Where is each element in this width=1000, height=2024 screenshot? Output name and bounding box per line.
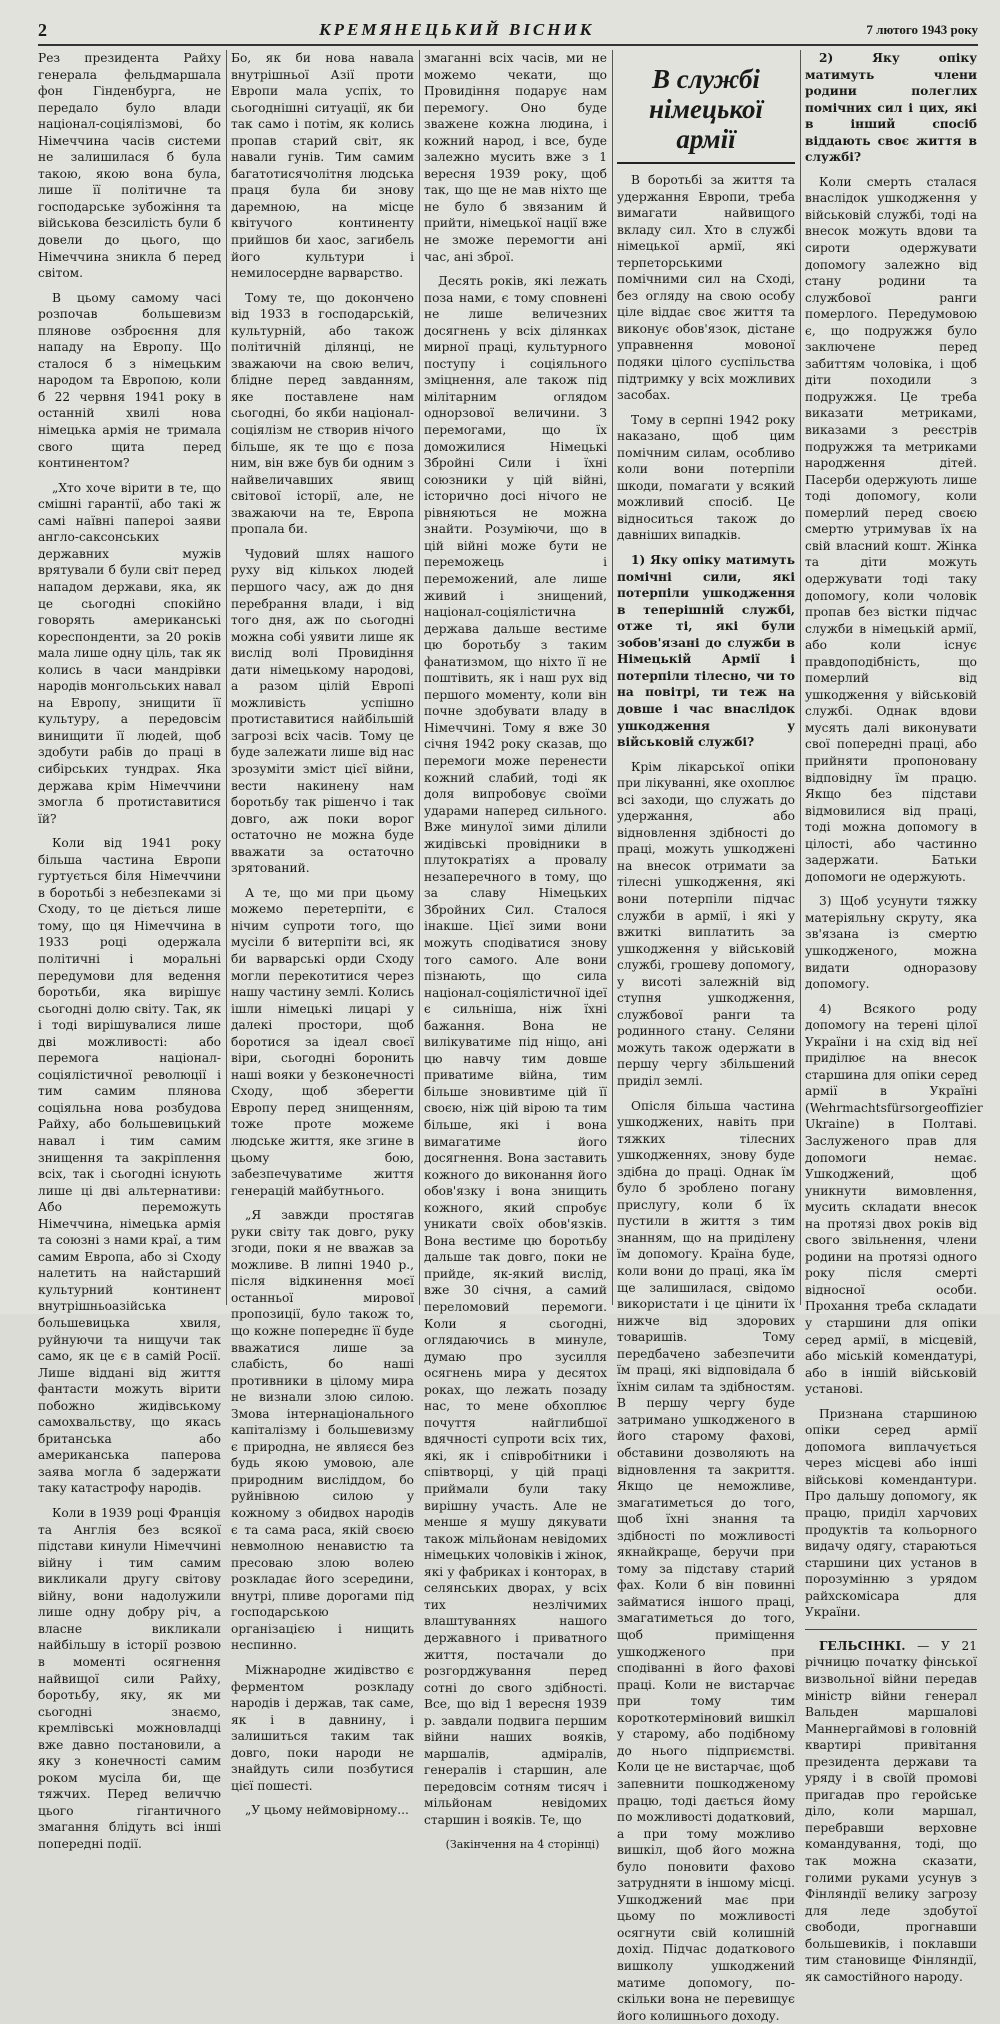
paragraph: Коли від 1941 року більша частина Европи гуртується біля Німеччини в боротьбі з небезпеками зі Сходу, то це діється лише тому, що ця Німеччина в 1933 році одержала політичні і моральні передумови для ведення боротьби, яка вирішує сьогодні долю світу. Так, як і тоді вирішувалися лише дві можливості: або перемога націонал-соціялістичної революції і тим самим плянова соціяльна нова розбудова Райху, або большевицький навал і тим самим знищення та закріплення всіх, так і сьогодні існують лише ці дві альтернативи: Або переможуть Німеччина, німецька армія та союзні з нами краї, а тим самим Европа, або зі Сходу налетить на найстарший культурний континент внутрішньоазійська большевицька хвиля, руйнуючи та нищучи так само, як це є в самій Росії. Лише віддані від життя фантасти можуть вірити побожно жидівському самохвальству, що якась британська або американська паперова заява могла б задержати таку катастрофу народів. bbox=[38, 836, 221, 1496]
paragraph: Тому те, що докончено від 1933 в господарській, культурній, або також політичній ділянці, не зважаючи на свою велич, блідне перед завданням, яке поставлене нам сьогодні, бо якби націонал-соціялізм не створив нічого більше, як те що є поза ним, він вже був би одним з найвеличавших явищ світової історії, але, не зважаючи на те, Европа пропала би. bbox=[231, 290, 414, 537]
paragraph: А те, що ми при цьому можемо перетерпіти, є нічим супроти того, що мусіли б витерпіти всі, як би варварські орди Сходу могли перекотитися через нашу частину землі. Колись ішли німецькі лицарі у далекі простори, щоб боротися за ідеал своєї віри, сьогодні боронить наші вояки у безконечності Сходу, щоб зберегти Европу перед знищенням, тоже проте можеме людське життя, яке згине в цьому бою, забезпечуватиме життя генерацій майбутнього. bbox=[231, 885, 414, 1198]
paragraph: Опісля більша частина ушкоджених, навіть при тяжких тілесних ушкодженнях, знову буде здібна до праці. Однак їм було б зроблено погану прислугу, коли б їх пустили в життя з тим знанням, що на приділену їм допомогу. Країна буде, коли вони до праці, яка їм ще залишилася, свідомо використати і це цінити їх нижче від здорових товаришів. Тому передбачено забезпечити їм праці, які відповідала б їхнім силам та здібностям. В першу чергу буде затримано ушкодженого в його старому фахові, обставини дозволяють на відновлення та закриття. Якщо це неможливе, змагатиметься до того, щоб їхні знання та здібності по можливості якнайкраще, беручи при тому за підставу старий фах. Коли б він повинні займатися іншого праці, змагатиметься до того, щоб приміщення ушкодженого при сподіванні в його фахові праці. Коли не вистарчає при тому тим короткотерміновий вишкіл у старому, або подібному до нього підприємстві. Коли це не вистарчає, щоб запевнити пошкодженому працю, тоді дається йому по можливості додатковий, а при тому можливо вишкіл, щоб його можна було поновити фахово затрудняти в іншому місці. Ушкоджений має при цьому по можливості осягнути свій колишній дохід. Підчас додаткового вишколу ушкоджений матиме допомогу, по-скільки вона не перевищує його колишнього доходу. bbox=[617, 1098, 795, 2023]
column-divider bbox=[800, 50, 801, 1305]
question-heading: 2) Яку опіку матимуть члени родини полеглих помічних сил і цих, які в інший спосіб віддають своє життя в службі? bbox=[805, 51, 977, 165]
news-item bbox=[805, 1638, 977, 1985]
masthead bbox=[38, 16, 978, 46]
paragraph: 3) Щоб усунути тяжку матеріяльну скруту, яка зв'язана із смертю ушкодженого, можна видати одноразову допомогу. bbox=[805, 894, 977, 992]
continuation-note: (Закінчення на 4 сторінці) bbox=[445, 1837, 600, 1851]
column-divider bbox=[419, 50, 420, 1305]
paragraph: Тому в серпні 1942 року наказано, щоб цим помічним силам, особливо коли вони потерпіли шкоди, помагати у всякий можливий спосіб. Це відноситься також до давніших випадків. bbox=[617, 412, 795, 543]
paragraph: Коли в 1939 році Франція та Англія без всякої підстави кинули Німеччині війну і тим самим викликали другу світову війну, вони надолужили лише одну добру річ, а власне викликали найбільшу в історії розвою в моменті осягнення найвищої сили Райху, боротьбу, яку, як ми сьогодні знаємо, кремлівські можновладці вже давно постановили, а яку з конечності самим роком мусіла би, ще тяжчих. Перед величчю цього гігантичного змагання блідуть всі інші попередні події. bbox=[38, 1506, 221, 1851]
article-column-1 bbox=[38, 50, 221, 1851]
paragraph: Коли смерть сталася внаслідок ушкодження у військовій службі, тоді на внесок можуть вдови та сироти одержувати допомогу залежно від стану родини та службової ранги померлого. Передумовою є, що подружжя було заключене перед забиттям чоловіка, і щоб діти походили з подружжя. Це треба виказати метриками, виказами з реєстрів подружжя та метриками народження дітей. Пасерби одержують лише тоді допомогу, коли померлий перед своєю смертю утримував їх на свій власний кошт. Жінка та діти можуть одержувати тоді таку допомогу, коли чоловік пропав без вістки підчас служби в німецькій армії, або коли існує правдоподібність, що померлий від ушкодження у військовій службі. Однак вдови мусять далі виконувати свої попередні праці, або прийняти пропоновану відповідну їм працю. Якщо без підстави відмовилися від праці, тоді можна допомогу в цілості, або частинно задержати. Батьки допомоги не одержують. bbox=[805, 174, 977, 884]
paragraph: Чудовий шлях нашого руху від кількох людей першого часу, аж до дня перебрання влади, і від того дня, аж по сьогодні можна собі уявити лише як вислід волі Провидіння дати німецькому народові, а разом цілій Европі можливість успішно протиставитися найбільшій загрозі всіх часів. Тому це буде залежати лише від нас зрозуміти зміст цієї війни, вести накинену нам боротьбу так рішенчо і так довго, аж поки ворог остаточно не можна буде вважати за остаточно зрятований. bbox=[231, 546, 414, 876]
paragraph: Бо, як би нова навала внутрішньої Азії проти Европи мала успіх, то сьогоднішні ситуації, як би так само і потім, як колись пропав старий світ, як навали гунів. Тим самим багатотисячолітня людська праця була би знову даремною, на місце квітучого континенту прийшов би хаос, загибель його культури і немилосердне варварство. bbox=[231, 51, 414, 281]
paragraph: „Хто хоче вірити в те, що смішні гарантії, або такі ж самі наївні папероі заяви англо-саксонських державних мужів врятували б були світ перед нападом держави, яка, як це сьогодні спокійно говорять американські кореспонденти, за 20 років мала лише одну ціль, так як колись в часи мандрівки народів монгольських навал на Европу, знищити її культуру, а передовсім винищити її людей, щоб здобути рабів до праці в сибірських тундрах. Яка держава крім Німеччини змогла б протиставитися їй? bbox=[38, 480, 221, 826]
paragraph: Міжнародне жидівство є ферментом розкладу народів і держав, так саме, як і в давнину, і залишиться таким так довго, поки народи не знайдуть сили позбутися цієї пошесті. bbox=[231, 1662, 414, 1793]
news-text: — У 21 річницю початку фінської визвольної війни передав міністр війни генерал Вальден маршалові Маннергаймові в головній квартирі привітання президента держави та уряду і в своїй промові пригадав про геройське діло, коли маршал, перебравши верховне командування, тоді, що так можна сказати, голими руками усунув з Фінляндії велику загрозу для леде здобутої свободи, прогнавши большевиків, і поклавши тим становище Фінляндії, як самостійного народу. bbox=[805, 1638, 977, 1984]
article-column-2 bbox=[231, 50, 414, 1818]
paragraph: 4) Всякого роду допомогу на терені цілої України і на схід від неї приділює на внесок старшина для опіки серед армії в Україні (Wehrmachtsfürsorgeoffizier Ukraine) в Полтаві. Заслуженого прав для допомоги немає. Ушкоджений, щоб уникнути вимовлення, мусить складати внесок на протязі двох років від свого звільнення, члени родини на протязі одного року після смерті відносної особи. Прохання треба складати у старшини для опіки серед армії, в місцевій, або міській комендатурі, або в іншій військовій установі. bbox=[805, 1001, 983, 1397]
paragraph: Крім лікарської опіки при лікуванні, яке охоплює всі заходи, що служать до удержання, або відновлення здібності до праці, можуть ушкоджені на внесок отримати за тілесні ушкодження, які вони потерпіли підчас служби в армії, і які у вжиткі виплатить за ушкодження у військовій службі, грошеву допомогу, у висоті залежній від ступня ушкодження, службової ранги та родинного стану. Селяни можуть також одержати в першу чергу збільшений приділ землі. bbox=[617, 759, 795, 1088]
paragraph: В цьому самому часі розпочав большевизм плянове озброєння для нападу на Европу. Що сталося б з німецьким народом та Европою, коли б 22 червня 1941 року в останній хвилі нова німецька армія не тримала свого щита перед континентом? bbox=[38, 290, 221, 471]
section-rule bbox=[805, 1629, 977, 1630]
article-headline: В службі німецької армії bbox=[649, 64, 763, 154]
paragraph: Рез президента Райху генерала фельдмаршала фон Гінденбурга, не передало було влади націонал-соціялізмові, бо Німеччина часів системи не залишилася б була такою, якою вона була, лише її політичне та господарське зубожіння та військова безсилість були б довели до цього, що Німеччина зникла б перед світом. bbox=[38, 51, 221, 281]
paragraph: змаганні всіх часів, ми не можемо чекати, що Провидіння подарує нам перемогу. Оно буде зважене кожна людина, і кожний народ, і все, буде залежно мусить вже з 1 вересня 1939 року, щоб так, що ще не мав ніхто ще не було б звязаним й прийти, німецької нації вже не зможе перемогти ані час, ані зброї. bbox=[424, 51, 607, 264]
question-heading: 1) Яку опіку матимуть помічні сили, які потерпіли ушкодження в теперішній службі, отже ті, які були зобов'язані до служби в Німецькій Армії і потерпіли тілесно, чи то на повітрі, ти теж на довше і час внаслідок ушкодження у військовій службі? bbox=[617, 553, 795, 750]
column-divider bbox=[226, 50, 227, 1305]
article-column-4 bbox=[617, 50, 795, 2023]
article-column-5 bbox=[805, 50, 983, 1984]
paragraph: „Я завжди простягав руки світу так довго, руку згоди, поки я не вважав за можливе. В липні 1940 р., після відкинення моєї останньої мирової пропозиції, було також то, що кожне попереднє її буде вважатися лише за слабість, бо наші противники в цілому мира не визнали злою силою. Змова інтернаціонального капіталізму і большевизму є природна, не являєся без будь якою умовою, але природним висліддом, бо руйнівною силою у кожному з обидвох народів є та сама раса, якій своєю невмолною ненавистю та пресоваю злою волею розкладає його зсередини, внутрі, пливе дорогами під господарською організацією і нищить неспинно. bbox=[231, 1208, 414, 1653]
paragraph: В боротьбі за життя та удержання Европи, треба вимагати найвищого вкладу сил. Хто в службі німецької армії, які терпеторськими помічними сил на Сході, без огляду на свою особу ціле віддає своє життя та виконує обов'язок, дістане управнення мовоної подяки цілого суспільства підтримку у всіх можливих засобах. bbox=[617, 173, 795, 403]
paragraph: Признана старшиною опіки серед армії допомога виплачується через місцеві або інші військові комендантури. Про дальшу допомогу, як працю, приділ харчових продуктів та кольорного видачу одягу, стараються старшини цих установ в порозумінню з урядом райхскомісара для України. bbox=[805, 1406, 977, 1620]
headline-rule bbox=[617, 162, 795, 164]
paragraph: Десять років, які лежать поза нами, є тому сповнені не лише величезних досягнень у всіх ділянках мирної праці, культурного поступу і соціяльного зміцнення, але також під мілітарним оглядом однорзової величини. З перемогами, що їх доможилися Німецькі Збройні Сили і їхні союзники у цій війні, історично досі нічого не рівняються не можна знайти. Розуміючи, що в цій війні може бути не переможець і переможений, але лише живий і знищений, націонал-соціялістична держава дальше вестиме цю боротьбу з таким фанатизмом, що ніхто її не поштівить, як і наш рух від першого моменту, коли він почне здобувати владу в Німеччині. Тому я вже 30 січня 1942 року сказав, що перемоги може перенести кожний слабий, тоді як доля випробовує своїми ударами наперед сильного. Вже минулої зими ділили жидівські провідники в плутократіях а провалу незаперечного в тому, що за славу Німецьких Збройних Сил. Сталося інакше. Цієї зими вони можуть сподіватися знову того самого. Але вони пізнають, що сила націонал-соціялістичної ідеї є сильніша, ніж їхні бажання. Вона не вилікуватиме під ніщо, ані цю навчу тим довше приватиме війна, тим більше зновивтиме цій її своєю, ніж цій вірою та тим більше, які і вона вимагатиме його досягнення. Вона заставить кожного до виконання його обов'язку і вона знищить кожного, який спробує уникати своїх обов'язків. Вона вестиме цю боротьбу дальше так довго, поки не прийде, як-який вислід, вже 30 січня, а самий переломовий перемоги. Коли я сьогодні, оглядаючись в минуле, думаю про зусилля осягнень мира у десятох роках, що лежать позаду нас, то мене обхоплює почуття найглибшої вдячності супроти всіх тих, які, як і співробітники і співтворці, у цій праці приймали були таку вирішну участь. Але не менше я мушу дякувати також мільйонам невідомих німецьких чоловіків і жінок, які у фабриках і конторах, в селянських дворах, у всіх тих незлічимих влаштуваннях нашого державного і приватного життя, постачали до розгорджування перед сотні до свого здібності. Все, що від 1 вересня 1939 р. завдали подвига першим війни наших вояків, маршалів, адміралів, генералів і старшин, але передовсім сотням тисяч і мільйонам невідомих старшин і вояків. Те, що bbox=[424, 274, 607, 1827]
dateline: ГЕЛЬСІНКІ. bbox=[819, 1638, 906, 1653]
column-divider bbox=[612, 50, 613, 1305]
page-number: 2 bbox=[38, 19, 47, 40]
issue-date: 7 лютого 1943 року bbox=[866, 22, 978, 37]
article-column-3 bbox=[424, 50, 607, 1851]
newspaper-title: КРЕМЯНЕЦЬКИЙ ВІСНИК bbox=[319, 20, 595, 39]
paragraph: „У цьому неймовірному... bbox=[245, 1803, 409, 1818]
